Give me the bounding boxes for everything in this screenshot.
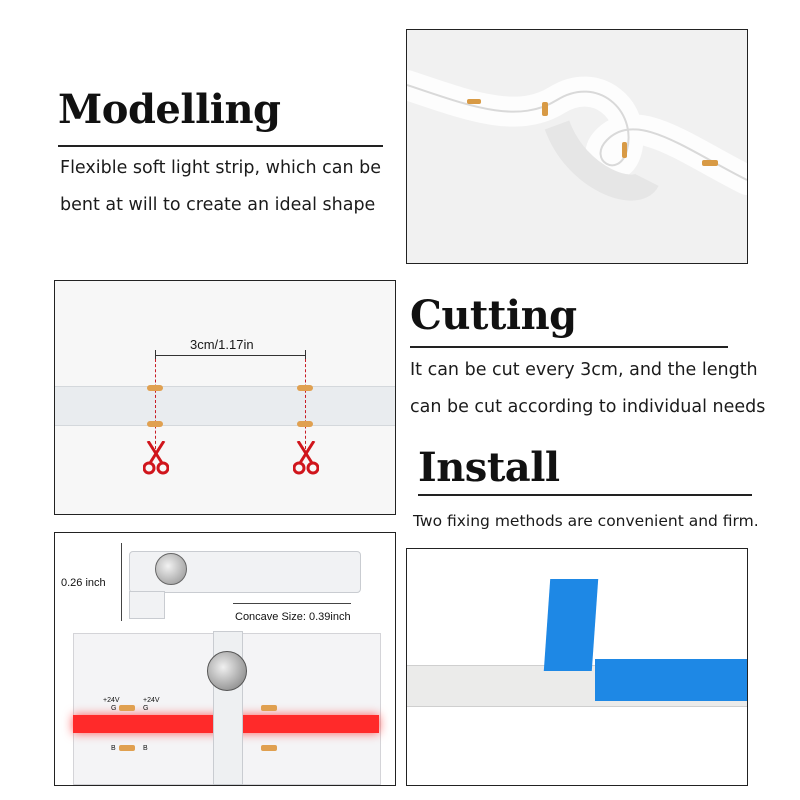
cutting-title: Cutting [410, 292, 577, 339]
measure-label: 3cm/1.17in [190, 337, 254, 352]
scissors-icon [293, 441, 319, 475]
pad-label-g: G [111, 705, 117, 712]
copper-pad [147, 421, 163, 427]
copper-pad [261, 705, 277, 711]
concave-line [233, 603, 351, 604]
copper-pad [297, 385, 313, 391]
copper-pad [119, 705, 135, 711]
install-rule [418, 494, 752, 496]
copper-pad [467, 99, 481, 104]
modelling-description-line-1: Flexible soft light strip, which can be [60, 158, 382, 178]
copper-pad [702, 160, 718, 166]
copper-pad [622, 142, 627, 158]
pad-label-b: B [143, 745, 148, 752]
cutting-image [54, 280, 396, 515]
clip-height-label: 0.26 inch [61, 577, 106, 589]
cutting-description-line-1: It can be cut every 3cm, and the length [410, 360, 758, 380]
modelling-title: Modelling [58, 86, 281, 133]
modelling-rule [58, 145, 383, 147]
install-title: Install [418, 444, 560, 491]
install-clip-image [54, 532, 396, 786]
bent-strip-illustration [407, 30, 747, 263]
modelling-image [406, 29, 748, 264]
modelling-description-line-2: bent at will to create an ideal shape [60, 195, 376, 215]
copper-pad [542, 102, 548, 116]
install-tape-image [406, 548, 748, 786]
install-description: Two fixing methods are convenient and firm. [413, 512, 759, 530]
pad-label-g: G [143, 705, 149, 712]
pad-label-24v: +24V [103, 697, 120, 704]
measure-line [155, 355, 305, 356]
clip-foot [129, 591, 165, 619]
copper-pad [297, 421, 313, 427]
blue-tape-vertical [544, 579, 598, 671]
copper-pad [261, 745, 277, 751]
cutting-rule [410, 346, 728, 348]
concave-size-label: Concave Size: 0.39inch [235, 611, 351, 623]
cut-line-left [155, 359, 156, 449]
copper-pad [147, 385, 163, 391]
clip-height-line [121, 543, 122, 621]
screw-icon [207, 651, 247, 691]
cut-line-right [305, 359, 306, 449]
scissors-icon [143, 441, 169, 475]
screw-icon [155, 553, 187, 585]
cutting-strip [55, 386, 395, 426]
blue-tape-horizontal [595, 659, 747, 701]
pad-label-24v: +24V [143, 697, 160, 704]
pad-label-b: B [111, 745, 116, 752]
copper-pad [119, 745, 135, 751]
cutting-description-line-2: can be cut according to individual needs [410, 397, 766, 417]
